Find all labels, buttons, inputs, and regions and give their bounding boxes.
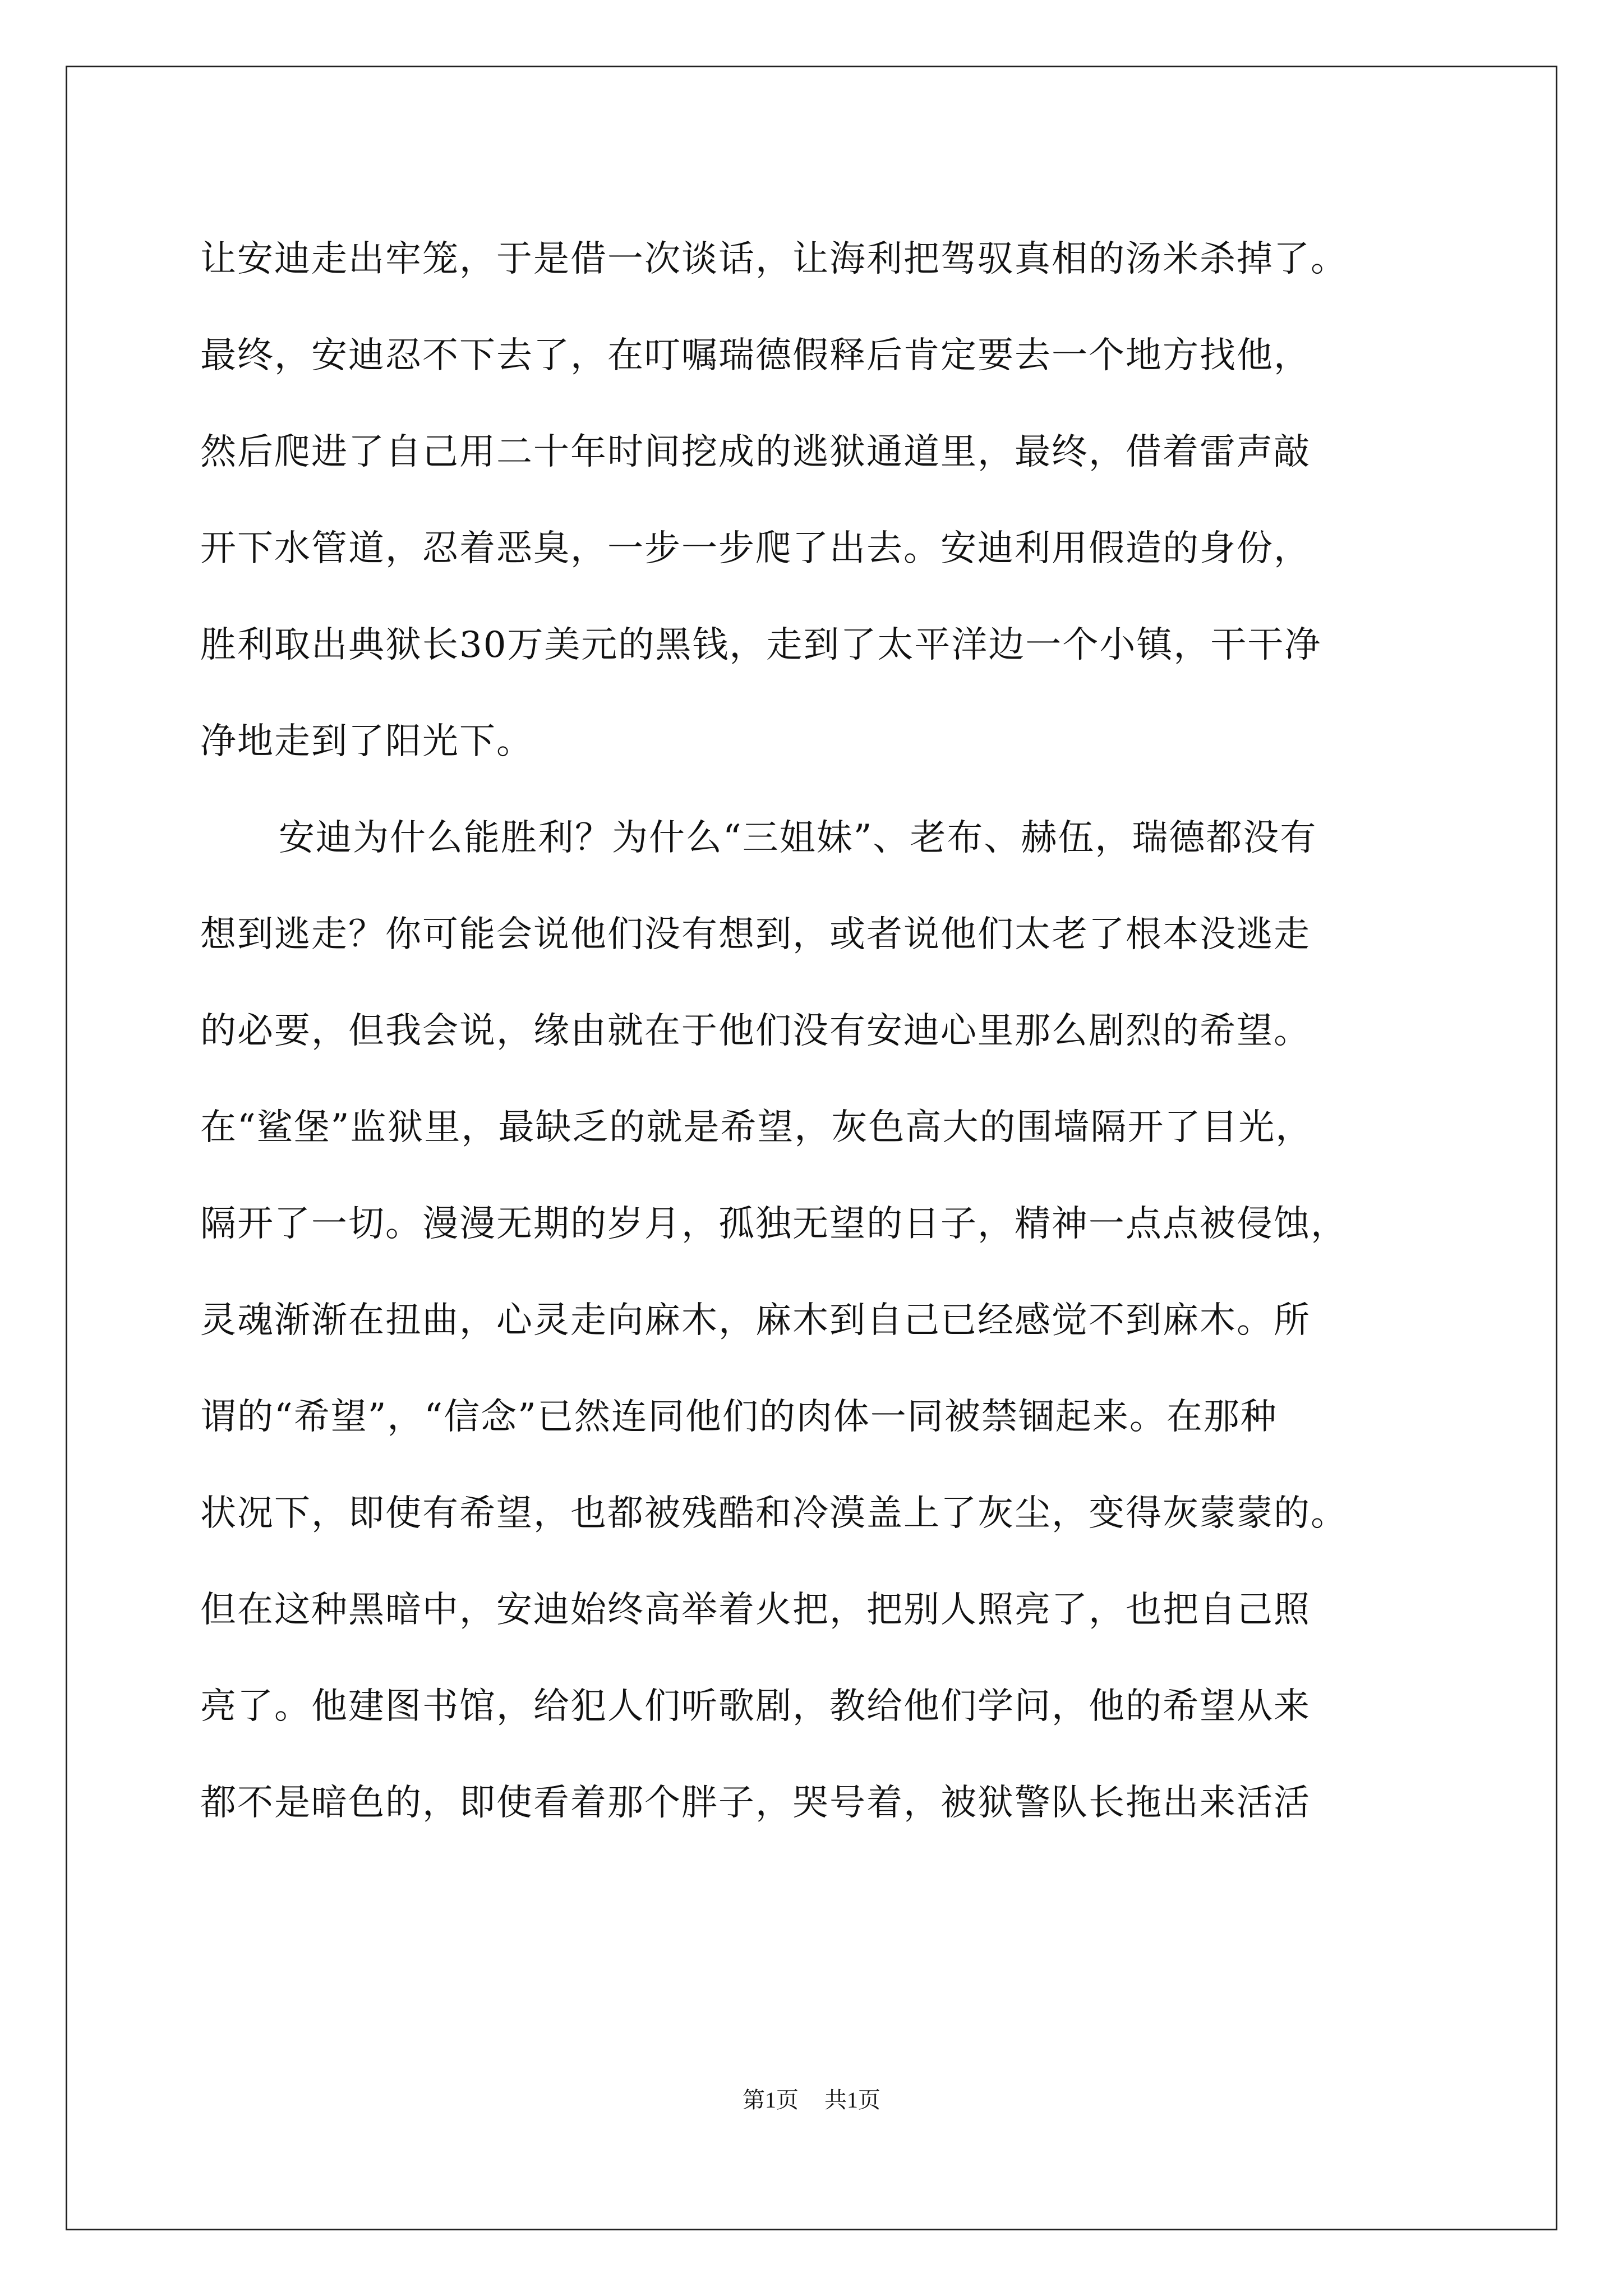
page-total: 共1页 <box>824 2087 880 2113</box>
document-body <box>200 211 1434 1851</box>
text-line: 灵魂渐渐在扭曲，心灵走向麻木，麻木到自己已经感觉不到麻木。所 <box>200 1300 1311 1341</box>
text-line: 但在这种黑暗中，安迪始终高举着火把，把别人照亮了，也把自己照 <box>200 1589 1311 1631</box>
text-line: 想到逃走？你可能会说他们没有想到，或者说他们太老了根本没逃走 <box>200 914 1311 955</box>
text-line: 谓的“希望”，“信念”已然连同他们的肉体一同被禁锢起来。在那种 <box>200 1396 1278 1438</box>
page-footer <box>0 2082 1623 2114</box>
text-line: 让安迪走出牢笼，于是借一次谈话，让海利把驾驭真相的汤米杀掉了。 <box>200 238 1348 280</box>
text-line: 的必要，但我会说，缘由就在于他们没有安迪心里那么剧烈的希望。 <box>200 1010 1311 1052</box>
text-line: 亮了。他建图书馆，给犯人们听歌剧，教给他们学问，他的希望从来 <box>200 1686 1311 1727</box>
text-line: 都不是暗色的，即使看着那个胖子，哭号着，被狱警队长拖出来活活 <box>200 1782 1311 1824</box>
page-number: 第1页 <box>743 2087 799 2113</box>
text-line: 净地走到了阳光下。 <box>200 721 533 762</box>
text-line: 最终，安迪忍不下去了，在叮嘱瑞德假释后肯定要去一个地方找他， <box>200 335 1311 376</box>
text-line: 隔开了一切。漫漫无期的岁月，孤独无望的日子，精神一点点被侵蚀， <box>200 1203 1348 1245</box>
text-line: 然后爬进了自己用二十年时间挖成的逃狱通道里，最终，借着雷声敲 <box>200 431 1311 473</box>
paragraph-start-line: 安迪为什么能胜利？为什么“三姐妹”、老布、赫伍，瑞德都没有 <box>279 817 1317 859</box>
text-line: 在“鲨堡”监狱里，最缺乏的就是希望，灰色高大的围墙隔开了目光， <box>200 1107 1313 1148</box>
text-line: 开下水管道，忍着恶臭，一步一步爬了出去。安迪利用假造的身份， <box>200 528 1311 569</box>
text-line: 胜利取出典狱长30万美元的黑钱，走到了太平洋边一个小镇，干干净 <box>200 624 1322 666</box>
text-line: 状况下，即使有希望，也都被残酷和冷漠盖上了灰尘，变得灰蒙蒙的。 <box>200 1493 1348 1534</box>
